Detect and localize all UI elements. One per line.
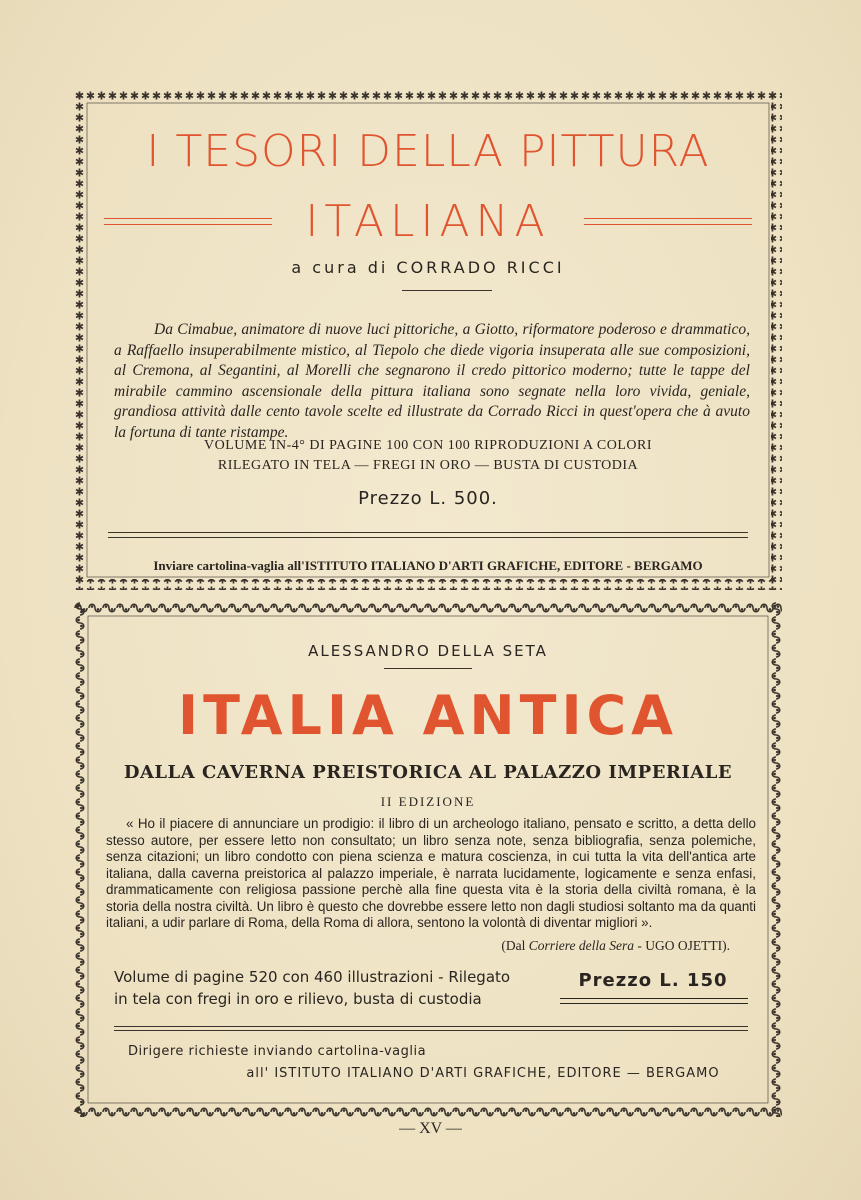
price-underline <box>560 998 748 1004</box>
price-label: Prezzo L. 150 <box>578 970 728 991</box>
curator-divider <box>402 290 492 291</box>
order-line-2: all' ISTITUTO ITALIANO D'ARTI GRAFICHE, EDITORE — BERGAMO <box>246 1066 720 1081</box>
attribution-author: - UGO OJETTI). <box>634 938 730 953</box>
attribution-source: Corriere della Sera <box>528 938 635 953</box>
page-number: — XV — <box>399 1120 462 1137</box>
book-description: Da Cimabue, animatore di nuove luci pittoriche, a Giotto, riformatore poderoso e drammatico, a Raffaello insuperabilmente mistico, al Tiepolo che diede vigoria insuperata alle sue composizioni, al Cremona, al Segantini, al Morelli che segnarono il credo pittorico moderno; tutte le tappe del mirabile cammino ascensionale della pittura italiana sono segnate nella loro vivida, geniale, grandiosa attività dalle cento tavole scelte ed illustrate da Corrado Ricci in quest'opera che à avuto la fortuna di tante ristampe. <box>114 321 750 441</box>
divider-rule-1 <box>114 1026 748 1027</box>
quote-attribution <box>501 938 730 954</box>
price-label: Prezzo L. 500. <box>358 488 498 509</box>
ad-italia-antica <box>74 602 782 1117</box>
specs-line-1: VOLUME IN-4° DI PAGINE 100 CON 100 RIPRODUZIONI A COLORI <box>203 438 653 453</box>
edition-label: II EDIZIONE <box>380 794 476 809</box>
book-title-line2-row <box>96 196 760 246</box>
specs-line-2: RILEGATO IN TELA — FREGI IN ORO — BUSTA DI CUSTODIA <box>217 458 639 473</box>
book-title-line2: ITALIANA <box>305 196 551 247</box>
volume-description <box>114 966 544 1010</box>
book-title-line1: I TESORI DELLA PITTURA <box>146 126 710 177</box>
footer-double-rule <box>108 532 748 538</box>
ad1-content <box>96 108 760 572</box>
order-instructions: Inviare cartolina-vaglia all'ISTITUTO ITALIANO D'ARTI GRAFICHE, EDITORE - BERGAMO <box>153 558 703 573</box>
curator-line: a cura di CORRADO RICCI <box>291 258 565 277</box>
review-quote: « Ho il piacere di annunciare un prodigio: il libro di un archeologo italiano, pensato e scritto, a detta dello stesso autore, per essere letto non consultato; un libro senza note, senza bibliografia, senza polemiche, senza citazioni; un libro condotto con piena scienza e matura coscienza, in cui tutta la vita dell'antica arte italiana, dalla caverna preistorica al palazzo imperiale, è narrata lucidamente, logicamente e senza enfasi, drammaticamente con religiosa passione perchè alla fine questa vita è la storia della civiltà romana, è la storia della nostra civiltà. Un libro è questo che dovrebbe essere letto non dagli studiosi soltanto ma da quanti italiani, a udir parlare di Roma, della Roma di allora, sentono la volontà di diventar migliori ». <box>106 816 756 930</box>
divider-rule-2 <box>114 1030 748 1031</box>
right-ornament-rule <box>584 218 752 225</box>
order-line-1: Dirigere richieste inviando cartolina-vaglia <box>128 1044 427 1059</box>
volume-line-1: Volume di pagine 520 con 460 illustrazioni - Rilegato <box>114 968 511 986</box>
attribution-prefix: (Dal <box>501 938 529 953</box>
volume-line-2: in tela con fregi in oro e rilievo, busta di custodia <box>114 990 482 1008</box>
book-subtitle: DALLA CAVERNA PREISTORICA AL PALAZZO IMPERIALE <box>123 762 733 783</box>
author-divider <box>384 668 472 669</box>
author-name: ALESSANDRO DELLA SETA <box>308 642 548 660</box>
ad-tesori-pittura <box>74 90 782 590</box>
book-title: ITALIA ANTICA <box>178 684 678 747</box>
